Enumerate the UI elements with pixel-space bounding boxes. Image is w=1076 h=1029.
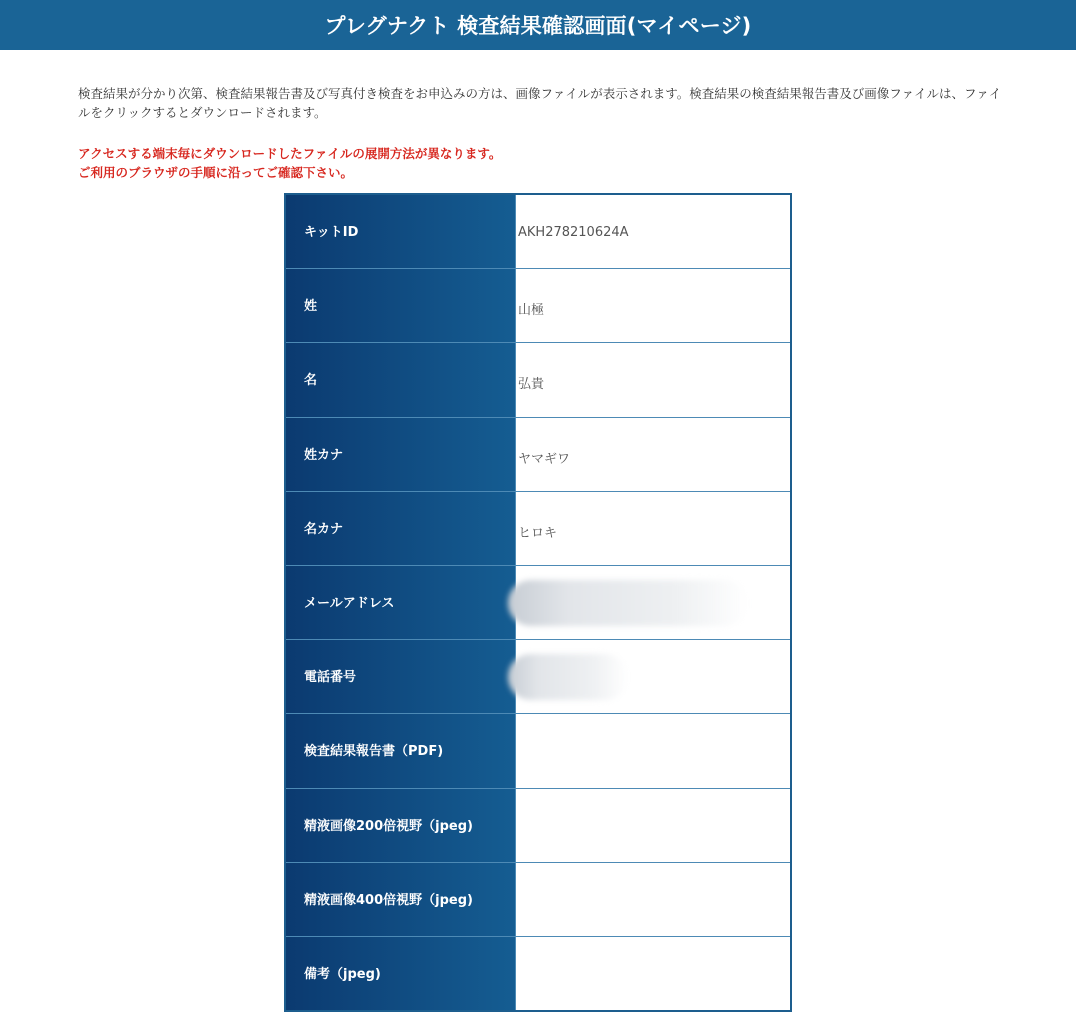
- label-phone: 電話番号: [286, 640, 516, 713]
- value-email: [516, 566, 790, 639]
- label-email: メールアドレス: [286, 566, 516, 639]
- label-last-name: 姓: [286, 269, 516, 342]
- redacted-email-blur: [508, 580, 748, 626]
- label-first-name-kana: 名カナ: [286, 492, 516, 565]
- row-first-name-kana: [286, 492, 790, 566]
- warning-line-1: アクセスする端末毎にダウンロードしたファイルの展開方法が異なります。: [78, 146, 502, 161]
- value-kit-id: AKH278210624A: [516, 195, 790, 268]
- page-header: [0, 0, 1076, 50]
- row-image-200x: [286, 789, 790, 863]
- row-kit-id: [286, 195, 790, 269]
- value-first-name-kana: ヒロキ: [516, 492, 790, 565]
- row-report-pdf: [286, 714, 790, 788]
- value-last-name: 山極: [516, 269, 790, 342]
- label-kit-id: キットID: [286, 195, 516, 268]
- result-info-table: [284, 193, 792, 1012]
- row-phone: [286, 640, 790, 714]
- row-last-name: [286, 269, 790, 343]
- value-remarks[interactable]: [516, 937, 790, 1010]
- value-image-200x[interactable]: [516, 789, 790, 862]
- row-remarks: [286, 937, 790, 1010]
- value-first-name: 弘貴: [516, 343, 790, 416]
- row-first-name: [286, 343, 790, 417]
- label-report-pdf: 検査結果報告書（PDF): [286, 714, 516, 787]
- row-email: [286, 566, 790, 640]
- value-report-pdf[interactable]: [516, 714, 790, 787]
- value-image-400x[interactable]: [516, 863, 790, 936]
- label-image-200x: 精液画像200倍視野（jpeg): [286, 789, 516, 862]
- value-last-name-kana: ヤマギワ: [516, 418, 790, 491]
- label-image-400x: 精液画像400倍視野（jpeg): [286, 863, 516, 936]
- label-remarks: 備考（jpeg): [286, 937, 516, 1010]
- page-title: プレグナクト 検査結果確認画面(マイページ): [324, 14, 752, 38]
- download-warning: [78, 144, 978, 182]
- label-last-name-kana: 姓カナ: [286, 418, 516, 491]
- row-last-name-kana: [286, 418, 790, 492]
- redacted-phone-blur: [508, 654, 628, 700]
- label-first-name: 名: [286, 343, 516, 416]
- intro-text: 検査結果が分かり次第、検査結果報告書及び写真付き検査をお申込みの方は、画像ファイルが表示されます。検査結果の検査結果報告書及び画像ファイルは、ファイルをクリックするとダウンロードされます。: [78, 86, 1002, 120]
- warning-line-2: ご利用のブラウザの手順に沿ってご確認下さい。: [78, 165, 354, 180]
- row-image-400x: [286, 863, 790, 937]
- value-phone: [516, 640, 790, 713]
